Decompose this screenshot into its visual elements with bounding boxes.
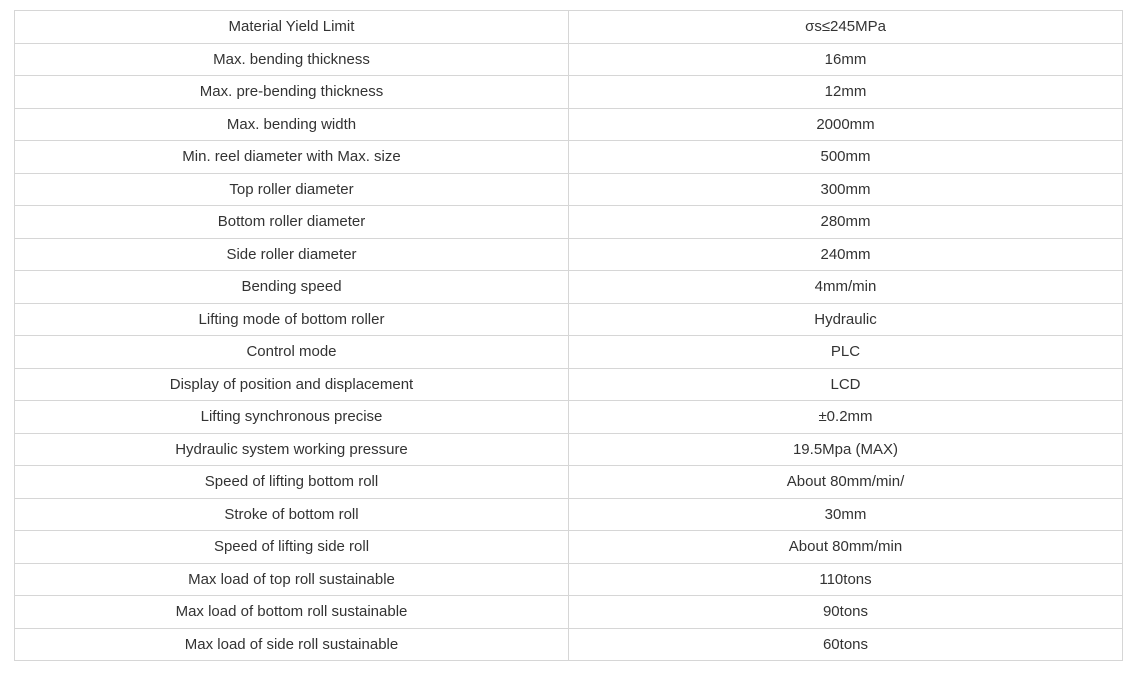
spec-label: Max load of top roll sustainable: [15, 563, 569, 596]
spec-value: About 80mm/min: [569, 531, 1123, 564]
spec-label: Bending speed: [15, 271, 569, 304]
table-row: [15, 336, 1123, 369]
table-row: [15, 271, 1123, 304]
spec-label: Side roller diameter: [15, 238, 569, 271]
table-row: [15, 238, 1123, 271]
spec-value: PLC: [569, 336, 1123, 369]
spec-label: Max. bending width: [15, 108, 569, 141]
table-row: [15, 466, 1123, 499]
spec-value: 90tons: [569, 596, 1123, 629]
spec-label: Max load of side roll sustainable: [15, 628, 569, 661]
table-row: [15, 173, 1123, 206]
table-row: [15, 11, 1123, 44]
spec-value: About 80mm/min/: [569, 466, 1123, 499]
spec-label: Max. bending thickness: [15, 43, 569, 76]
spec-label: Min. reel diameter with Max. size: [15, 141, 569, 174]
spec-value: 110tons: [569, 563, 1123, 596]
table-row: [15, 433, 1123, 466]
table-row: [15, 498, 1123, 531]
spec-table-body: [15, 11, 1123, 661]
spec-value: 30mm: [569, 498, 1123, 531]
spec-table-container: [14, 10, 1122, 661]
spec-label: Lifting synchronous precise: [15, 401, 569, 434]
spec-value: ±0.2mm: [569, 401, 1123, 434]
spec-value: 60tons: [569, 628, 1123, 661]
spec-label: Speed of lifting bottom roll: [15, 466, 569, 499]
spec-value: 300mm: [569, 173, 1123, 206]
spec-label: Top roller diameter: [15, 173, 569, 206]
spec-label: Control mode: [15, 336, 569, 369]
spec-table: [14, 10, 1123, 661]
spec-value: σs≤245MPa: [569, 11, 1123, 44]
spec-value: 280mm: [569, 206, 1123, 239]
spec-value: LCD: [569, 368, 1123, 401]
spec-label: Bottom roller diameter: [15, 206, 569, 239]
spec-value: 500mm: [569, 141, 1123, 174]
spec-value: 12mm: [569, 76, 1123, 109]
spec-label: Max load of bottom roll sustainable: [15, 596, 569, 629]
table-row: [15, 531, 1123, 564]
spec-value: 2000mm: [569, 108, 1123, 141]
table-row: [15, 206, 1123, 239]
table-row: [15, 628, 1123, 661]
table-row: [15, 141, 1123, 174]
spec-value: Hydraulic: [569, 303, 1123, 336]
spec-value: 16mm: [569, 43, 1123, 76]
spec-label: Lifting mode of bottom roller: [15, 303, 569, 336]
spec-value: 4mm/min: [569, 271, 1123, 304]
spec-value: 240mm: [569, 238, 1123, 271]
spec-label: Material Yield Limit: [15, 11, 569, 44]
table-row: [15, 108, 1123, 141]
spec-value: 19.5Mpa (MAX): [569, 433, 1123, 466]
table-row: [15, 563, 1123, 596]
table-row: [15, 303, 1123, 336]
table-row: [15, 596, 1123, 629]
table-row: [15, 43, 1123, 76]
table-row: [15, 76, 1123, 109]
spec-label: Max. pre-bending thickness: [15, 76, 569, 109]
table-row: [15, 368, 1123, 401]
spec-label: Hydraulic system working pressure: [15, 433, 569, 466]
spec-label: Display of position and displacement: [15, 368, 569, 401]
table-row: [15, 401, 1123, 434]
spec-label: Stroke of bottom roll: [15, 498, 569, 531]
spec-label: Speed of lifting side roll: [15, 531, 569, 564]
